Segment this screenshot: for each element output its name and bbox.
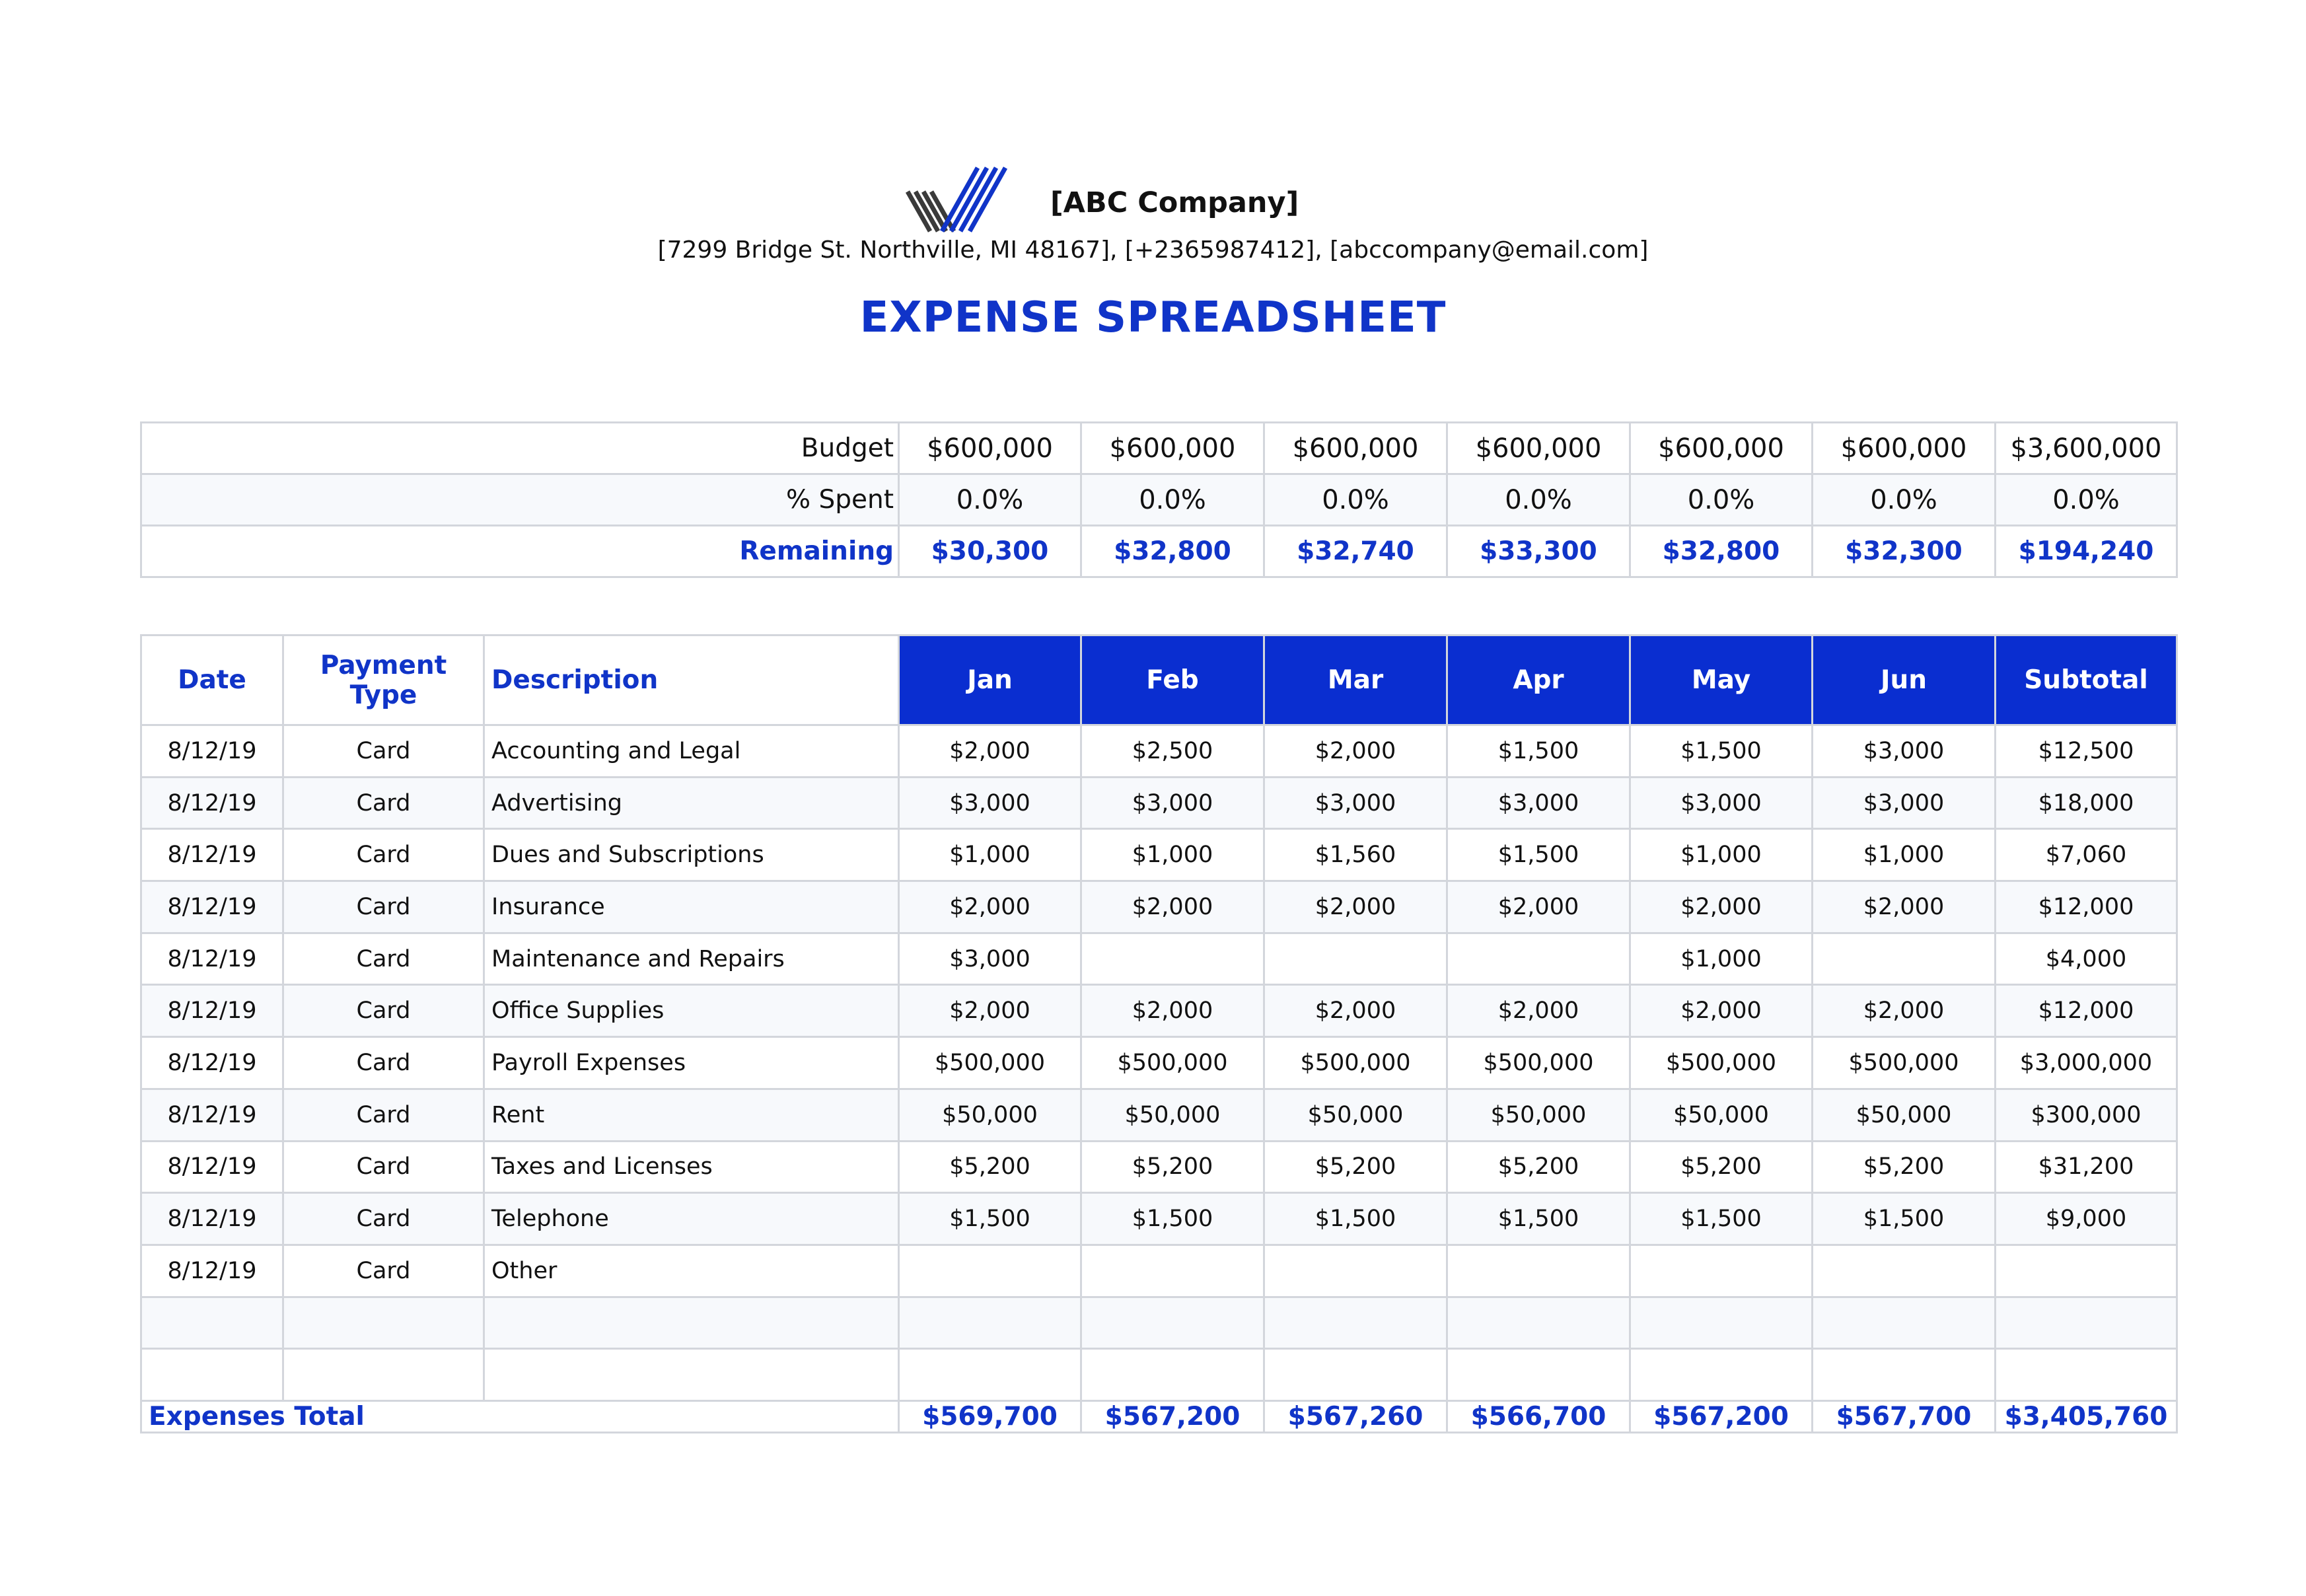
date-cell[interactable]: 8/12/19 bbox=[141, 933, 283, 985]
apr-cell[interactable]: $1,500 bbox=[1447, 829, 1630, 881]
subtotal-cell[interactable]: $12,000 bbox=[1996, 985, 2177, 1037]
payment-type-header-line1: Payment bbox=[320, 650, 447, 680]
remaining-row bbox=[141, 526, 2177, 577]
mar-cell[interactable]: $5,200 bbox=[1264, 1141, 1447, 1193]
budget-feb[interactable]: $600,000 bbox=[1081, 423, 1264, 474]
description-header[interactable]: Description bbox=[484, 635, 899, 725]
budget-apr[interactable]: $600,000 bbox=[1447, 423, 1630, 474]
payment-type-cell[interactable]: Card bbox=[283, 725, 484, 778]
jun-cell[interactable]: $1,500 bbox=[1813, 1193, 1996, 1245]
jun-cell[interactable]: $2,000 bbox=[1813, 985, 1996, 1037]
total-mar[interactable]: $567,260 bbox=[1264, 1400, 1447, 1432]
mar-cell[interactable]: $1,560 bbox=[1264, 829, 1447, 881]
company-logo-icon bbox=[904, 165, 1009, 235]
budget-subtotal[interactable]: $3,600,000 bbox=[1996, 423, 2177, 474]
description-cell[interactable]: Telephone bbox=[484, 1193, 899, 1245]
total-jan[interactable]: $569,700 bbox=[899, 1400, 1081, 1432]
feb-cell[interactable]: $2,500 bbox=[1081, 725, 1264, 778]
jun-cell[interactable]: $500,000 bbox=[1813, 1037, 1996, 1089]
apr-cell[interactable] bbox=[1447, 1245, 1630, 1297]
mar-cell[interactable]: $500,000 bbox=[1264, 1037, 1447, 1089]
may-cell[interactable] bbox=[1630, 1297, 1813, 1349]
subtotal-cell[interactable]: $18,000 bbox=[1996, 777, 2177, 829]
apr-cell[interactable]: $2,000 bbox=[1447, 881, 1630, 933]
apr-cell[interactable]: $3,000 bbox=[1447, 777, 1630, 829]
expense-header-row bbox=[141, 635, 2177, 725]
mar-cell[interactable]: $1,500 bbox=[1264, 1193, 1447, 1245]
expenses-total-row bbox=[141, 1400, 2177, 1432]
jan-cell[interactable]: $2,000 bbox=[899, 985, 1081, 1037]
remaining-subtotal[interactable]: $194,240 bbox=[1996, 526, 2177, 577]
date-cell[interactable]: 8/12/19 bbox=[141, 777, 283, 829]
date-cell[interactable]: 8/12/19 bbox=[141, 1037, 283, 1089]
feb-cell[interactable]: $50,000 bbox=[1081, 1089, 1264, 1141]
payment-type-cell[interactable]: Card bbox=[283, 1089, 484, 1141]
spent-row bbox=[141, 474, 2177, 526]
jan-cell[interactable]: $2,000 bbox=[899, 725, 1081, 778]
remaining-jan[interactable]: $30,300 bbox=[899, 526, 1081, 577]
subtotal-cell[interactable] bbox=[1996, 1349, 2177, 1401]
date-header[interactable]: Date bbox=[141, 635, 283, 725]
may-cell[interactable]: $1,500 bbox=[1630, 1193, 1813, 1245]
table-row bbox=[141, 777, 2177, 829]
subtotal-cell[interactable]: $7,060 bbox=[1996, 829, 2177, 881]
jan-cell[interactable] bbox=[899, 1349, 1081, 1401]
description-cell[interactable]: Advertising bbox=[484, 777, 899, 829]
total-subtotal[interactable]: $3,405,760 bbox=[1996, 1400, 2177, 1432]
date-cell[interactable]: 8/12/19 bbox=[141, 881, 283, 933]
apr-cell[interactable]: $5,200 bbox=[1447, 1141, 1630, 1193]
table-row bbox=[141, 881, 2177, 933]
payment-type-cell[interactable] bbox=[283, 1349, 484, 1401]
apr-cell[interactable]: $50,000 bbox=[1447, 1089, 1630, 1141]
spent-apr[interactable]: 0.0% bbox=[1447, 474, 1630, 526]
apr-header[interactable]: Apr bbox=[1447, 635, 1630, 725]
subtotal-cell[interactable]: $12,500 bbox=[1996, 725, 2177, 778]
spent-label: % Spent bbox=[141, 474, 899, 526]
apr-cell[interactable]: $1,500 bbox=[1447, 725, 1630, 778]
mar-cell[interactable]: $50,000 bbox=[1264, 1089, 1447, 1141]
payment-type-cell[interactable]: Card bbox=[283, 881, 484, 933]
jun-header[interactable]: Jun bbox=[1813, 635, 1996, 725]
mar-cell[interactable]: $2,000 bbox=[1264, 725, 1447, 778]
apr-cell[interactable]: $1,500 bbox=[1447, 1193, 1630, 1245]
payment-type-cell[interactable]: Card bbox=[283, 933, 484, 985]
date-cell[interactable]: 8/12/19 bbox=[141, 1245, 283, 1297]
mar-cell[interactable]: $2,000 bbox=[1264, 985, 1447, 1037]
jan-cell[interactable] bbox=[899, 1297, 1081, 1349]
expenses-total-label: Expenses Total bbox=[141, 1400, 899, 1432]
payment-type-cell[interactable]: Card bbox=[283, 1245, 484, 1297]
payment-type-cell[interactable] bbox=[283, 1297, 484, 1349]
remaining-feb[interactable]: $32,800 bbox=[1081, 526, 1264, 577]
date-cell[interactable] bbox=[141, 1349, 283, 1401]
jan-cell[interactable]: $500,000 bbox=[899, 1037, 1081, 1089]
jan-cell[interactable]: $50,000 bbox=[899, 1089, 1081, 1141]
may-cell[interactable]: $2,000 bbox=[1630, 985, 1813, 1037]
apr-cell[interactable] bbox=[1447, 1349, 1630, 1401]
subtotal-cell[interactable]: $31,200 bbox=[1996, 1141, 2177, 1193]
total-feb[interactable]: $567,200 bbox=[1081, 1400, 1264, 1432]
payment-type-header[interactable] bbox=[283, 635, 484, 725]
payment-type-cell[interactable]: Card bbox=[283, 985, 484, 1037]
description-cell[interactable]: Other bbox=[484, 1245, 899, 1297]
feb-header[interactable]: Feb bbox=[1081, 635, 1264, 725]
remaining-apr[interactable]: $33,300 bbox=[1447, 526, 1630, 577]
description-cell[interactable]: Maintenance and Repairs bbox=[484, 933, 899, 985]
title-container bbox=[0, 291, 2306, 338]
remaining-mar[interactable]: $32,740 bbox=[1264, 526, 1447, 577]
page-title: EXPENSE SPREADSHEET bbox=[859, 293, 1447, 338]
may-cell[interactable]: $1,500 bbox=[1630, 725, 1813, 778]
remaining-may[interactable]: $32,800 bbox=[1630, 526, 1813, 577]
spent-subtotal[interactable]: 0.0% bbox=[1996, 474, 2177, 526]
description-cell[interactable] bbox=[484, 1297, 899, 1349]
mar-cell[interactable]: $2,000 bbox=[1264, 881, 1447, 933]
may-cell[interactable]: $1,000 bbox=[1630, 933, 1813, 985]
payment-type-header-line2: Type bbox=[349, 680, 417, 710]
jun-cell[interactable]: $3,000 bbox=[1813, 725, 1996, 778]
table-row bbox=[141, 985, 2177, 1037]
feb-cell[interactable] bbox=[1081, 1297, 1264, 1349]
description-cell[interactable]: Payroll Expenses bbox=[484, 1037, 899, 1089]
jan-cell[interactable]: $3,000 bbox=[899, 933, 1081, 985]
feb-cell[interactable]: $2,000 bbox=[1081, 985, 1264, 1037]
total-jun[interactable]: $567,700 bbox=[1813, 1400, 1996, 1432]
table-row bbox=[141, 829, 2177, 881]
feb-cell[interactable]: $2,000 bbox=[1081, 881, 1264, 933]
jun-cell[interactable]: $3,000 bbox=[1813, 777, 1996, 829]
description-cell[interactable]: Office Supplies bbox=[484, 985, 899, 1037]
budget-jan[interactable]: $600,000 bbox=[899, 423, 1081, 474]
mar-cell[interactable] bbox=[1264, 1297, 1447, 1349]
jun-cell[interactable] bbox=[1813, 1245, 1996, 1297]
apr-cell[interactable] bbox=[1447, 933, 1630, 985]
spent-jan[interactable]: 0.0% bbox=[899, 474, 1081, 526]
table-row bbox=[141, 725, 2177, 778]
subtotal-header[interactable]: Subtotal bbox=[1996, 635, 2177, 725]
payment-type-cell[interactable]: Card bbox=[283, 1037, 484, 1089]
mar-cell[interactable] bbox=[1264, 1349, 1447, 1401]
may-cell[interactable]: $5,200 bbox=[1630, 1141, 1813, 1193]
mar-header[interactable]: Mar bbox=[1264, 635, 1447, 725]
remaining-jun[interactable]: $32,300 bbox=[1813, 526, 1996, 577]
jan-cell[interactable] bbox=[899, 1245, 1081, 1297]
total-may[interactable]: $567,200 bbox=[1630, 1400, 1813, 1432]
spent-may[interactable]: 0.0% bbox=[1630, 474, 1813, 526]
description-cell[interactable]: Dues and Subscriptions bbox=[484, 829, 899, 881]
description-cell[interactable]: Taxes and Licenses bbox=[484, 1141, 899, 1193]
mar-cell[interactable] bbox=[1264, 1245, 1447, 1297]
budget-label: Budget bbox=[141, 423, 899, 474]
feb-cell[interactable]: $1,500 bbox=[1081, 1193, 1264, 1245]
table-row bbox=[141, 933, 2177, 985]
date-cell[interactable]: 8/12/19 bbox=[141, 985, 283, 1037]
jun-cell[interactable] bbox=[1813, 1349, 1996, 1401]
jun-cell[interactable]: $50,000 bbox=[1813, 1089, 1996, 1141]
date-cell[interactable]: 8/12/19 bbox=[141, 725, 283, 778]
spent-jun[interactable]: 0.0% bbox=[1813, 474, 1996, 526]
feb-cell[interactable]: $500,000 bbox=[1081, 1037, 1264, 1089]
company-name: [ABC Company] bbox=[1050, 186, 1299, 219]
table-row bbox=[141, 1037, 2177, 1089]
apr-cell[interactable]: $500,000 bbox=[1447, 1037, 1630, 1089]
jan-cell[interactable]: $5,200 bbox=[899, 1141, 1081, 1193]
feb-cell[interactable]: $5,200 bbox=[1081, 1141, 1264, 1193]
may-cell[interactable]: $2,000 bbox=[1630, 881, 1813, 933]
jun-cell[interactable] bbox=[1813, 1297, 1996, 1349]
subtotal-cell[interactable]: $9,000 bbox=[1996, 1193, 2177, 1245]
subtotal-cell[interactable] bbox=[1996, 1297, 2177, 1349]
subtotal-cell[interactable]: $3,000,000 bbox=[1996, 1037, 2177, 1089]
mar-cell[interactable] bbox=[1264, 933, 1447, 985]
total-apr[interactable]: $566,700 bbox=[1447, 1400, 1630, 1432]
payment-type-cell[interactable]: Card bbox=[283, 1193, 484, 1245]
feb-cell[interactable]: $3,000 bbox=[1081, 777, 1264, 829]
expense-table bbox=[140, 634, 2178, 1433]
payment-type-cell[interactable]: Card bbox=[283, 1141, 484, 1193]
subtotal-cell[interactable]: $300,000 bbox=[1996, 1089, 2177, 1141]
may-cell[interactable]: $3,000 bbox=[1630, 777, 1813, 829]
jan-cell[interactable]: $1,000 bbox=[899, 829, 1081, 881]
table-row bbox=[141, 1245, 2177, 1297]
subtotal-cell[interactable] bbox=[1996, 1245, 2177, 1297]
table-row bbox=[141, 1089, 2177, 1141]
date-cell[interactable]: 8/12/19 bbox=[141, 1193, 283, 1245]
budget-may[interactable]: $600,000 bbox=[1630, 423, 1813, 474]
feb-cell[interactable] bbox=[1081, 1245, 1264, 1297]
date-cell[interactable]: 8/12/19 bbox=[141, 1089, 283, 1141]
table-row bbox=[141, 1297, 2177, 1349]
apr-cell[interactable] bbox=[1447, 1297, 1630, 1349]
jun-cell[interactable]: $2,000 bbox=[1813, 881, 1996, 933]
may-header[interactable]: May bbox=[1630, 635, 1813, 725]
payment-type-cell[interactable]: Card bbox=[283, 829, 484, 881]
jan-cell[interactable]: $3,000 bbox=[899, 777, 1081, 829]
description-cell[interactable]: Insurance bbox=[484, 881, 899, 933]
may-cell[interactable] bbox=[1630, 1245, 1813, 1297]
date-cell[interactable]: 8/12/19 bbox=[141, 829, 283, 881]
spent-mar[interactable]: 0.0% bbox=[1264, 474, 1447, 526]
table-row bbox=[141, 1193, 2177, 1245]
feb-cell[interactable] bbox=[1081, 1349, 1264, 1401]
jun-cell[interactable]: $1,000 bbox=[1813, 829, 1996, 881]
spent-feb[interactable]: 0.0% bbox=[1081, 474, 1264, 526]
remaining-label: Remaining bbox=[141, 526, 899, 577]
may-cell[interactable]: $1,000 bbox=[1630, 829, 1813, 881]
jun-cell[interactable]: $5,200 bbox=[1813, 1141, 1996, 1193]
jan-header[interactable]: Jan bbox=[899, 635, 1081, 725]
jun-cell[interactable] bbox=[1813, 933, 1996, 985]
budget-mar[interactable]: $600,000 bbox=[1264, 423, 1447, 474]
jan-cell[interactable]: $1,500 bbox=[899, 1193, 1081, 1245]
feb-cell[interactable] bbox=[1081, 933, 1264, 985]
budget-row bbox=[141, 423, 2177, 474]
may-cell[interactable] bbox=[1630, 1349, 1813, 1401]
table-row bbox=[141, 1141, 2177, 1193]
description-cell[interactable] bbox=[484, 1349, 899, 1401]
table-row bbox=[141, 1349, 2177, 1401]
jan-cell[interactable]: $2,000 bbox=[899, 881, 1081, 933]
subtotal-cell[interactable]: $4,000 bbox=[1996, 933, 2177, 985]
subtotal-cell[interactable]: $12,000 bbox=[1996, 881, 2177, 933]
company-address: [7299 Bridge St. Northville, MI 48167], [+2365987412], [abccompany@email.com] bbox=[657, 236, 1649, 264]
budget-summary-table bbox=[140, 421, 2178, 578]
may-cell[interactable]: $500,000 bbox=[1630, 1037, 1813, 1089]
feb-cell[interactable]: $1,000 bbox=[1081, 829, 1264, 881]
may-cell[interactable]: $50,000 bbox=[1630, 1089, 1813, 1141]
description-cell[interactable]: Rent bbox=[484, 1089, 899, 1141]
payment-type-cell[interactable]: Card bbox=[283, 777, 484, 829]
budget-jun[interactable]: $600,000 bbox=[1813, 423, 1996, 474]
date-cell[interactable]: 8/12/19 bbox=[141, 1141, 283, 1193]
apr-cell[interactable]: $2,000 bbox=[1447, 985, 1630, 1037]
date-cell[interactable] bbox=[141, 1297, 283, 1349]
description-cell[interactable]: Accounting and Legal bbox=[484, 725, 899, 778]
mar-cell[interactable]: $3,000 bbox=[1264, 777, 1447, 829]
